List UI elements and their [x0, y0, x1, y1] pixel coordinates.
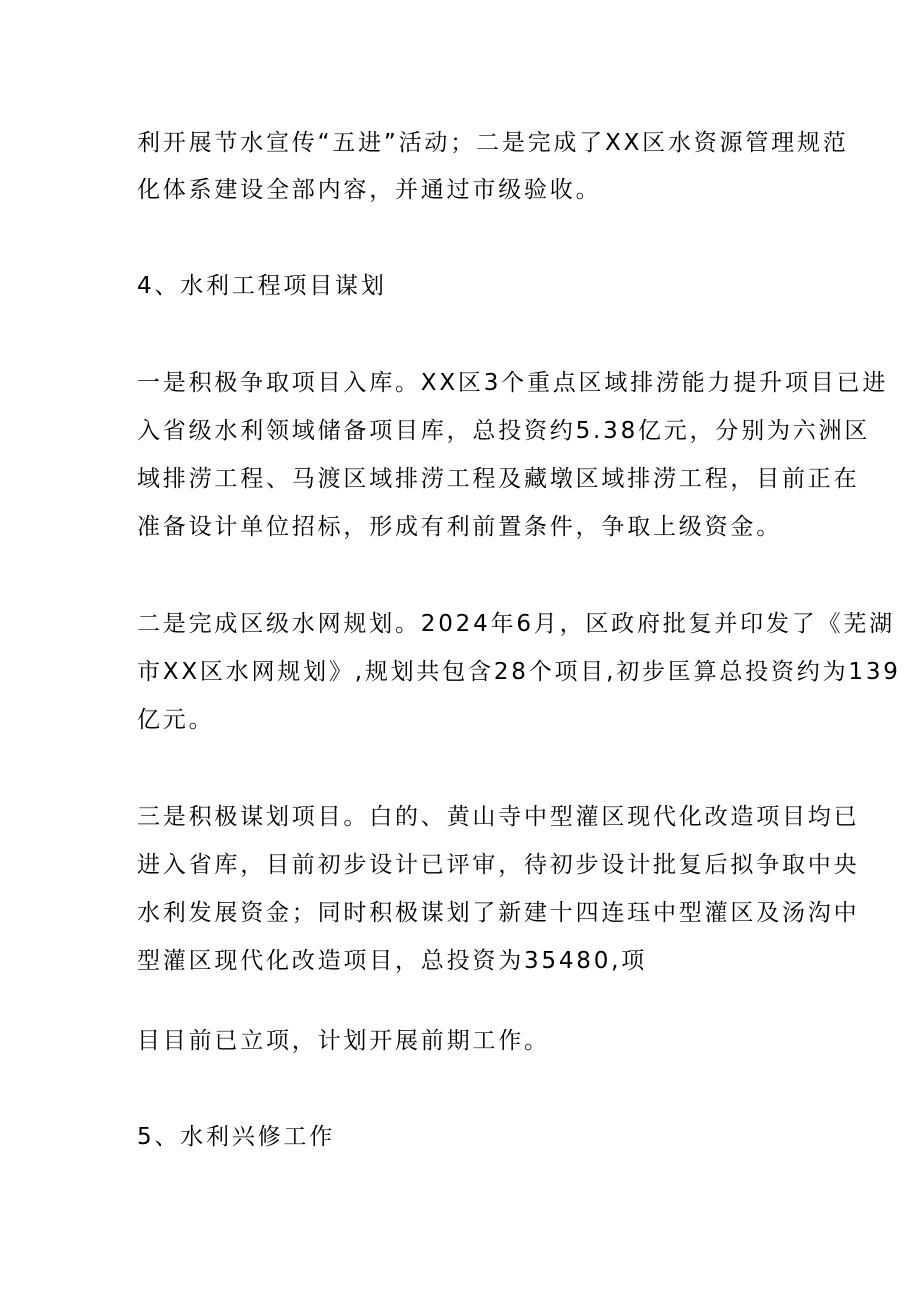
paragraph-4-line-4: 型灌区现代化改造项目，总投资为35480,项 — [137, 948, 648, 974]
section-heading-5: 5、水利兴修工作 — [137, 1124, 336, 1150]
paragraph-2-line-1: 一是积极争取项目入库。XX区3个重点区域排涝能力提升项目已进 — [137, 370, 889, 396]
paragraph-5-line-1: 目目前已立项，计划开展前期工作。 — [137, 1028, 550, 1054]
paragraph-4-line-3: 水利发展资金；同时积极谋划了新建十四连珏中型灌区及汤沟中 — [137, 900, 860, 926]
paragraph-2-line-2: 入省级水利领域储备项目库，总投资约5.38亿元，分别为六洲区 — [137, 418, 871, 444]
paragraph-3-line-2: 市XX区水网规划》,规划共包含28个项目,初步匡算总投资约为139 — [137, 659, 901, 685]
paragraph-4-line-1: 三是积极谋划项目。白的、黄山寺中型灌区现代化改造项目均已 — [137, 804, 860, 830]
section-heading-4: 4、水利工程项目谋划 — [137, 273, 387, 299]
paragraph-1-line-2: 化体系建设全部内容，并通过市级验收。 — [137, 177, 602, 203]
paragraph-4-line-2: 进入省库，目前初步设计已评审，待初步设计批复后拟争取中央 — [137, 852, 860, 878]
paragraph-3-line-1: 二是完成区级水网规划。2024年6月，区政府批复并印发了《芜湖 — [137, 611, 895, 637]
paragraph-2-line-3: 域排涝工程、马渡区域排涝工程及藏墩区域排涝工程，目前正在 — [137, 466, 860, 492]
paragraph-2-line-4: 准备设计单位招标，形成有利前置条件，争取上级资金。 — [137, 514, 782, 540]
paragraph-1-line-1: 利开展节水宣传“五进”活动；二是完成了XX区水资源管理规范 — [137, 130, 849, 156]
paragraph-3-line-3: 亿元。 — [137, 707, 215, 733]
